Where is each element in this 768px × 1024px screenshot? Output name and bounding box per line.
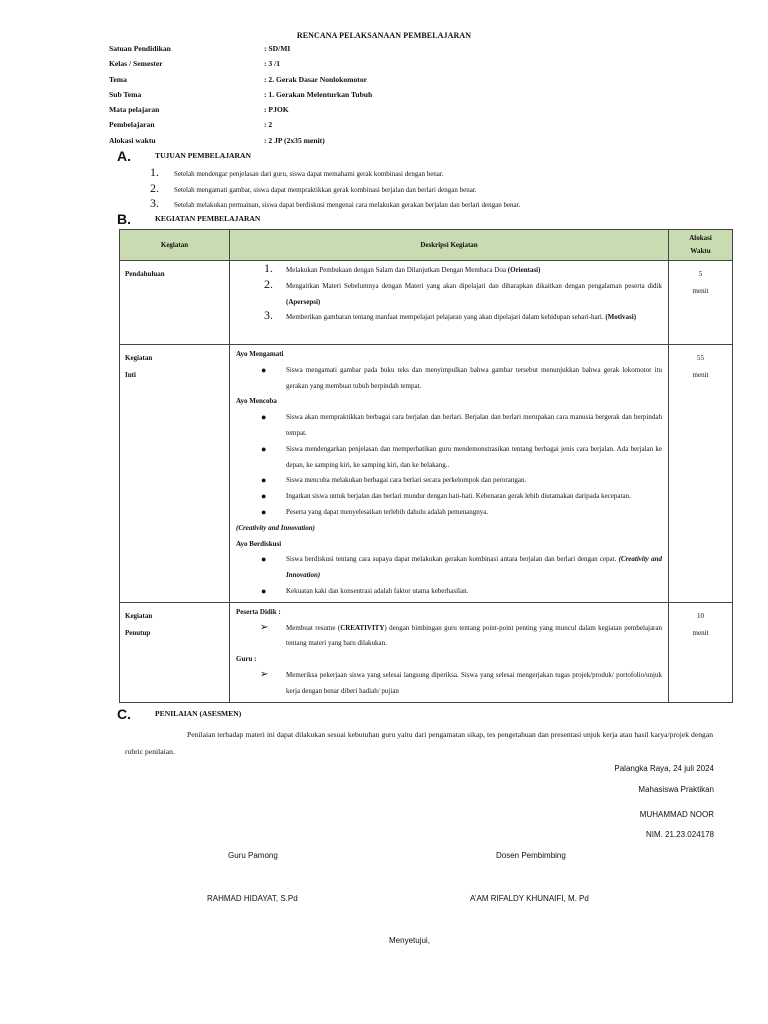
place-date: Palangka Raya, 24 juli 2024 xyxy=(614,764,714,773)
list-item: ● Siswa mengamati gambar pada buku teks dan menyimpulkan bahwa gambar tersebut menunjukkan bahwa gerak lokomotor itu gerakan yang membuat tubuh berpindah tempat. xyxy=(261,364,662,390)
identity-value: : 2. Gerak Dasar Nonlokomotor xyxy=(264,74,368,84)
pamong-name: RAHMAD HIDAYAT, S.Pd xyxy=(207,894,298,903)
list-item: ➢ Memeriksa pekerjaan siswa yang selesai langsung diperiksa. Siswa yang selesai mengerjakan tugas projek/produk/ portofolio/unjuk kerja dengan benar diberi hadiah/ pujian xyxy=(260,668,662,695)
student-nim: NIM. 21.23.024178 xyxy=(645,830,714,839)
document-title: RENCANA PELAKSANAAN PEMBELAJARAN xyxy=(296,31,472,40)
item-text: Setelah mendengar penjelasan dari guru, siswa dapat memahami gerak kombinasi dengan benar. xyxy=(174,170,444,178)
section-letter: A. xyxy=(117,148,131,164)
dosen-role: Dosen Pembimbing xyxy=(496,851,566,860)
section-c-heading xyxy=(117,706,241,722)
section-title: KEGIATAN PEMBELAJARAN xyxy=(155,214,261,223)
identity-block xyxy=(109,44,609,151)
student-role: Mahasiswa Praktikan xyxy=(638,785,714,794)
identity-row xyxy=(109,105,609,120)
header-deskripsi: Deskripsi Kegiatan xyxy=(230,230,669,261)
pamong-role: Guru Pamong xyxy=(228,851,278,860)
subheading: Guru : xyxy=(236,655,257,664)
list-item: ● Siswa mendengarkan penjelasan dan memperhatikan guru mendemonstrasikan tentang berbagai jenis cara berjalan. Ada berjalan ke depan, ke samping kiri, ke samping kiri, dan ke belakang.. xyxy=(261,443,662,469)
section-a-heading xyxy=(117,148,251,164)
section-letter: C. xyxy=(117,706,131,722)
identity-value: : 1. Gerakan Melenturkan Tubuh xyxy=(264,89,373,99)
row-label: Kegiatan Penutup xyxy=(120,602,230,702)
table-row xyxy=(120,602,733,702)
list-item xyxy=(150,165,630,184)
section-title: PENILAIAN (ASESMEN) xyxy=(155,709,242,718)
list-item: 1. Melakukan Pembukaan dengan Salam dan Dilanjutkan Dengan Membaca Doa (Orientasi) xyxy=(264,261,541,275)
identity-value: : PJOK xyxy=(264,105,289,115)
row-time: 55 menit xyxy=(669,345,733,603)
objectives-list xyxy=(150,165,630,215)
list-item: 3. Memberikan gambaran tentang manfaat mempelajari pelajaran yang akan dipelajari dalam kehidupan sehari-hari. (Motivasi) xyxy=(264,308,637,323)
row-description xyxy=(230,602,669,702)
identity-key: Mata pelajaran xyxy=(109,105,160,115)
identity-key: Pembelajaran xyxy=(109,120,155,130)
list-item: 2. Mengaitkan Materi Sebelumnya dengan Materi yang akan dipelajari dan diharapkan dikaitkan dengan pengalaman peserta didik (Apersepsi) xyxy=(264,276,662,306)
identity-value: : 2 xyxy=(264,120,273,130)
identity-key: Alokasi waktu xyxy=(109,135,156,145)
identity-row xyxy=(109,90,609,105)
list-item: ● Ingatkan siswa untuk berjalan dan berlari mundur dengan hati-hati. Kebenaran gerak lebih diutamakan daripada kecepatan. xyxy=(261,491,631,502)
subheading: Ayo Mencoba xyxy=(236,397,277,406)
student-name: MUHAMMAD NOOR xyxy=(639,810,714,819)
creativity-note: (Creativity and Innovation) xyxy=(236,523,315,532)
identity-key: Kelas / Semester xyxy=(109,59,163,69)
identity-key: Sub Tema xyxy=(109,89,142,99)
row-description xyxy=(230,345,669,603)
identity-row xyxy=(109,120,609,135)
subheading: Peserta Didik : xyxy=(236,607,281,616)
list-item: ● Siswa berdiskusi tentang cara supaya dapat melakukan gerakan kombinasi antara berjalan dan berlari dengan cepat. (Creativity and Innovation) xyxy=(261,554,663,580)
table-row xyxy=(120,261,733,345)
identity-value: : SD/MI xyxy=(264,44,291,53)
list-item: ➢ Membuat resume (CREATIVITY) dengan bimbingan guru tentang point-point penting yang muncul dalam kegiatan pembelajaran tentang materi yang baru dilakukan. xyxy=(260,621,662,648)
header-kegiatan: Kegiatan xyxy=(120,230,230,261)
identity-value: : 2 JP (2x35 menit) xyxy=(264,135,325,145)
section-letter: B. xyxy=(117,211,131,227)
assessment-paragraph: Penilaian terhadap materi ini dapat dilakukan sesuai kebutuhan guru yaitu dari pengamatan sikap, tes pengetahuan dan presentasi unjuk kerja atau hasil karya/projek dengan rubric penilaian. xyxy=(125,730,713,756)
identity-key: Satuan Pendidikan xyxy=(109,44,171,53)
list-item: ● Peserta yang dapat menyelesaikan terlebih dahulu adalah pemenangnya. xyxy=(261,506,489,517)
table-header-row xyxy=(120,230,733,261)
dosen-name: A’AM RIFALDY KHUNAIFI, M. Pd xyxy=(470,894,589,903)
table-row xyxy=(120,345,733,603)
subheading: Ayo Mengamati xyxy=(236,350,284,358)
identity-value: : 3 /1 xyxy=(264,59,281,69)
item-text: Setelah melakukan permainan, siswa dapat berdiskusi mengenai cara melakukan gerakan berjalan dan berlari dengan benar. xyxy=(174,201,521,209)
row-description xyxy=(230,261,669,345)
item-text: Setelah mengamati gambar, siswa dapat mempraktikkan gerak kombinasi berjalan dan berlari dengan benar. xyxy=(174,185,477,194)
row-time: 5 menit xyxy=(669,261,733,345)
identity-row xyxy=(109,59,609,74)
identity-row xyxy=(109,75,609,90)
approval-label: Menyetujui, xyxy=(389,936,430,945)
section-title: TUJUAN PEMBELAJARAN xyxy=(155,151,251,160)
header-alokasi: Alokasi Waktu xyxy=(669,230,733,261)
row-label: Pendahuluan xyxy=(120,261,230,345)
list-item: ● Kekuatan kaki dan konsentrasi adalah faktor utama keberhasilan. xyxy=(261,585,469,596)
list-item: ● Siswa mencoba melakukan berbagai cara berlari secara perkelompok dan perorangan. xyxy=(261,475,527,486)
row-label: Kegiatan Inti xyxy=(120,345,230,603)
activities-table xyxy=(119,229,733,703)
list-item xyxy=(150,180,630,200)
section-b-heading xyxy=(117,211,260,227)
identity-row xyxy=(109,44,609,59)
identity-key: Tema xyxy=(109,74,127,84)
item-number: 2. xyxy=(150,180,159,195)
item-number: 3. xyxy=(150,196,159,210)
item-number: 1. xyxy=(150,165,159,179)
row-time: 10 menit xyxy=(669,602,733,702)
subheading: Ayo Berdiskusi xyxy=(236,539,282,548)
list-item: ● Siswa akan mempraktikkan berbagai cara berjalan dan berlari. Berjalan dan berlari merupakan cara manusia bergerak dan berpindah tempat. xyxy=(261,412,662,437)
